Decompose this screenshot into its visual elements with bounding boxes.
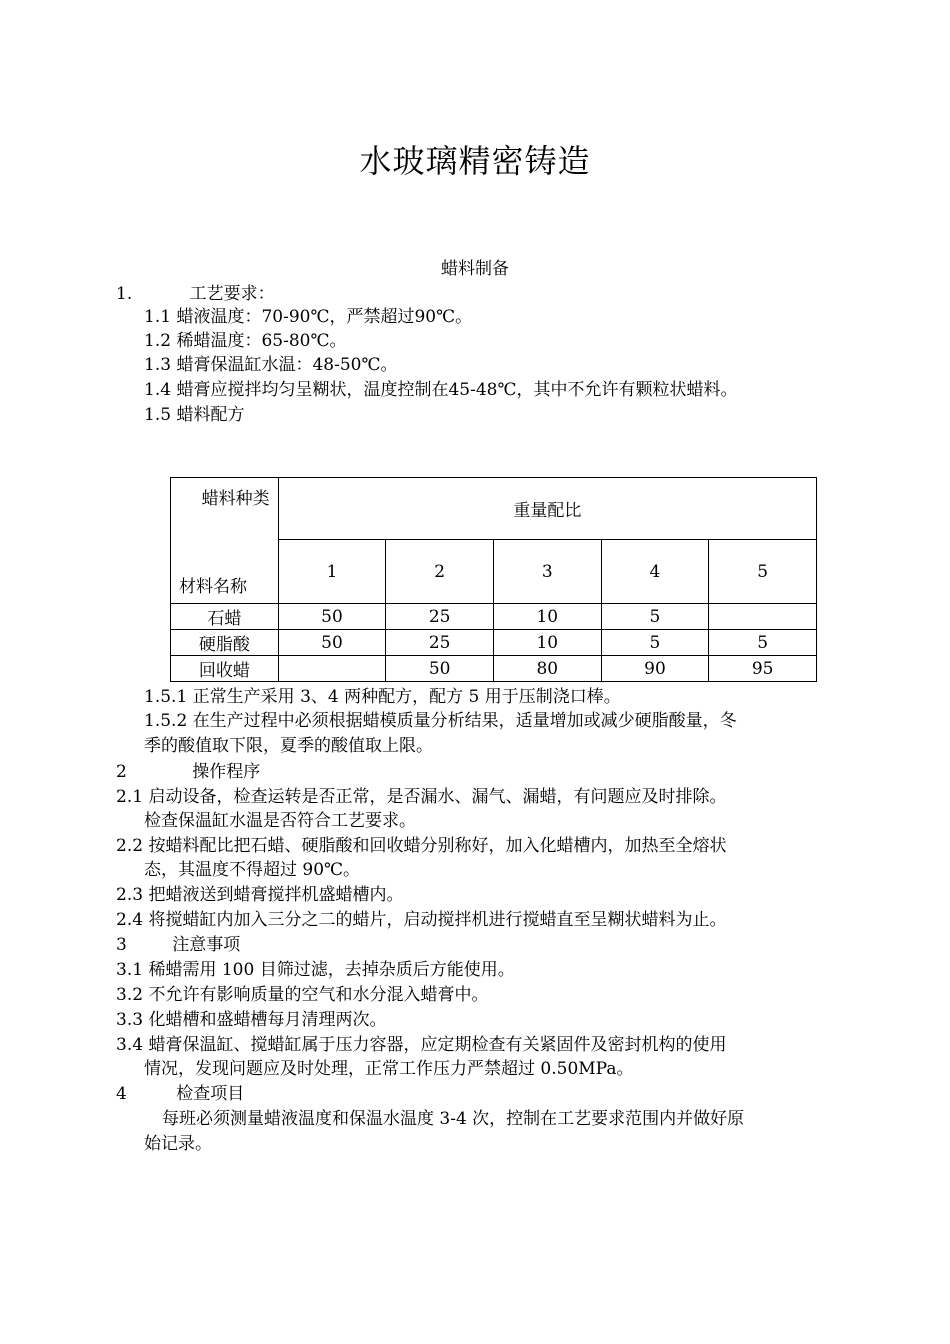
table-cell [709, 604, 817, 630]
section-3-number: 3 [116, 935, 127, 955]
table-cell: 5 [601, 630, 709, 656]
corner-bottom-label: 材料名称 [179, 577, 247, 597]
row-name: 硬脂酸 [171, 630, 279, 656]
note-line: 1.5.2 在生产过程中必须根据蜡模质量分析结果，适量增加或减少硬脂酸量，冬 [144, 711, 737, 731]
section-title: 蜡料制备 [441, 259, 509, 279]
section-4-number: 4 [116, 1084, 127, 1104]
list-item: 2.1 启动设备，检查运转是否正常，是否漏水、漏气、漏蜡，有问题应及时排除。 [116, 787, 727, 807]
list-item: 3.2 不允许有影响质量的空气和水分混入蜡膏中。 [116, 985, 489, 1005]
section-2-heading [116, 760, 260, 784]
table-cell: 50 [278, 630, 386, 656]
list-item: 检查保温缸水温是否符合工艺要求。 [144, 811, 416, 831]
paragraph-line: 每班必须测量蜡液温度和保温水温度 3-4 次，控制在工艺要求范围内并做好原 [162, 1109, 745, 1129]
table-cell: 95 [709, 656, 817, 682]
section-4-label: 检查项目 [176, 1084, 245, 1104]
column-header: 1 [278, 540, 386, 604]
table-corner-cell [171, 478, 279, 604]
column-header: 5 [709, 540, 817, 604]
section-2-label: 操作程序 [192, 762, 261, 782]
table-cell: 5 [709, 630, 817, 656]
section-3-label: 注意事项 [172, 935, 241, 955]
list-item: 情况，发现问题应及时处理，正常工作压力严禁超过 0.50MPa。 [144, 1059, 634, 1079]
corner-top-label: 蜡料种类 [201, 489, 270, 509]
table-cell: 10 [493, 630, 601, 656]
list-item: 3.1 稀蜡需用 100 目筛过滤，去掉杂质后方能使用。 [116, 960, 515, 980]
list-item: 1.1 蜡液温度：70-90℃，严禁超过90℃。 [144, 307, 473, 327]
table-row [171, 656, 817, 682]
section-1-number: 1. [116, 284, 133, 304]
document-title: 水玻璃精密铸造 [359, 142, 591, 180]
list-item: 1.4 蜡膏应搅拌均匀呈糊状，温度控制在45-48℃，其中不允许有颗粒状蜡料。 [144, 380, 738, 400]
section-3-heading [116, 933, 240, 957]
table-cell: 80 [493, 656, 601, 682]
section-2-number: 2 [116, 762, 127, 782]
table-row [171, 630, 817, 656]
column-header: 4 [601, 540, 709, 604]
table-cell: 5 [601, 604, 709, 630]
list-item: 1.5 蜡料配方 [144, 405, 245, 425]
table-row [171, 604, 817, 630]
list-item: 3.3 化蜡槽和盛蜡槽每月清理两次。 [116, 1010, 387, 1030]
list-item: 1.2 稀蜡温度：65-80℃。 [144, 331, 347, 351]
note-line: 1.5.1 正常生产采用 3、4 两种配方，配方 5 用于压制浇口棒。 [144, 687, 621, 707]
table-cell: 90 [601, 656, 709, 682]
column-header: 2 [386, 540, 494, 604]
list-item: 态，其温度不得超过 90℃。 [144, 860, 361, 880]
list-item: 2.3 把蜡液送到蜡膏搅拌机盛蜡槽内。 [116, 885, 404, 905]
group-header: 重量配比 [278, 478, 816, 540]
section-1-heading [116, 282, 275, 306]
column-header: 3 [493, 540, 601, 604]
paragraph-line: 始记录。 [144, 1134, 212, 1154]
row-name: 石蜡 [171, 604, 279, 630]
list-item: 1.3 蜡膏保温缸水温：48-50℃。 [144, 355, 398, 375]
list-item: 2.2 按蜡料配比把石蜡、硬脂酸和回收蜡分别称好，加入化蜡槽内，加热至全熔状 [116, 836, 727, 856]
table-cell: 10 [493, 604, 601, 630]
wax-recipe-table [170, 477, 817, 682]
table-cell [278, 656, 386, 682]
note-line: 季的酸值取下限，夏季的酸值取上限。 [144, 736, 433, 756]
section-1-label: 工艺要求： [189, 284, 275, 304]
table-cell: 50 [386, 656, 494, 682]
list-item: 3.4 蜡膏保温缸、搅蜡缸属于压力容器，应定期检查有关紧固件及密封机构的使用 [116, 1035, 727, 1055]
row-name: 回收蜡 [171, 656, 279, 682]
table-cell: 25 [386, 604, 494, 630]
list-item: 2.4 将搅蜡缸内加入三分之二的蜡片，启动搅拌机进行搅蜡直至呈糊状蜡料为止。 [116, 910, 727, 930]
table-cell: 25 [386, 630, 494, 656]
section-4-heading [116, 1082, 244, 1106]
table-cell: 50 [278, 604, 386, 630]
